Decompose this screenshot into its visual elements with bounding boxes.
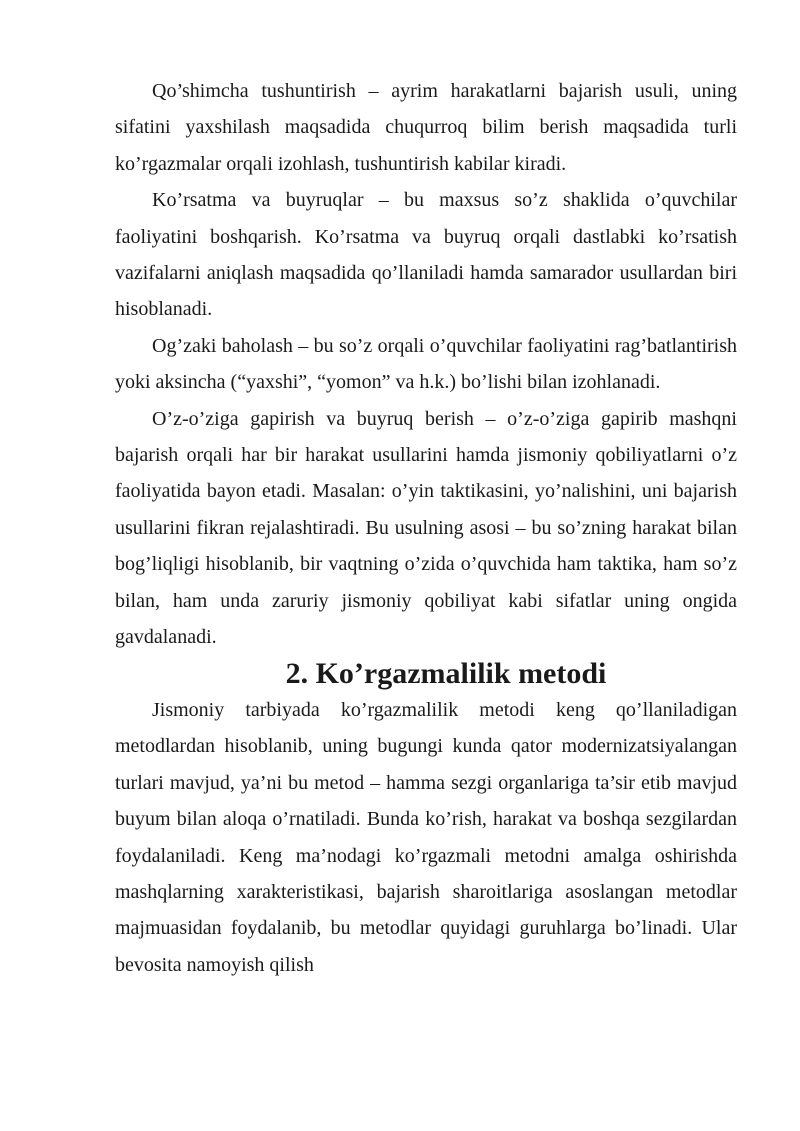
paragraph-korgazmalilik-metodi: Jismoniy tarbiyada ko’rgazmalilik metodi keng qo’llaniladigan metodlardan hisoblanib, uning bugungi kunda qator modernizatsiyalangan turlari mavjud, ya’ni bu metod – hamma sezgi organlariga ta’sir etib mavjud buyum bilan aloqa o’rnatiladi. Bunda ko’rish, harakat va boshqa sezgilardan foydalaniladi. Keng ma’nodagi ko’rgazmali metodni amalga oshirishda mashqlarning xarakteristikasi, bajarish sharoitlariga asoslangan metodlar majmuasidan foydalanib, bu metodlar quyidagi guruhlarga bo’linadi. Ular bevosita namoyish qilish [115, 698, 737, 976]
paragraph-korsatma-va-buyruqlar: Ko’rsatma va buyruqlar – bu maxsus so’z shaklida o’quvchilar faoliyatini boshqarish. Ko’rsatma va buyruq orqali dastlabki ko’rsatish vazifalarni aniqlash maqsadida qo’llaniladi hamda samarador usullardan biri hisoblanadi. [115, 189, 737, 321]
paragraph-ogzaki-baholash: Og’zaki baholash – bu so’z orqali o’quvchilar faoliyatini rag’batlantirish yoki aksincha (“yaxshi”, “yomon” va h.k.) bo’lishi bilan izohlanadi. [115, 334, 737, 394]
section-heading: 2. Ko’rgazmalilik metodi [285, 656, 607, 690]
paragraph-oz-oziga-gapirish: O’z-o’ziga gapirish va buyruq berish – o’z-o’ziga gapirib mashqni bajarish orqali har bir harakat usullarini hamda jismoniy qobiliyatlarni o’z faoliyatida bayon etadi. Masalan: o’yin taktikasini, yo’nalishini, uni bajarish usullarini fikran rejalashtiradi. Bu usulning asosi – bu so’zning harakat bilan bog’liqligi hisoblanib, bir vaqtning o’zida o’quvchida ham taktika, ham so’z bilan, ham unda zaruriy jismoniy qobiliyat kabi sifatlar uning ongida gavdalanadi. [115, 407, 737, 649]
paragraph-qoshimcha-tushuntirish: Qo’shimcha tushuntirish – ayrim harakatlarni bajarish usuli, uning sifatini yaxshilash maqsadida chuqurroq bilim berish maqsadida turli ko’rgazmalar orqali izohlash, tushuntirish kabilar kiradi. [115, 80, 737, 175]
page-content [115, 73, 737, 983]
